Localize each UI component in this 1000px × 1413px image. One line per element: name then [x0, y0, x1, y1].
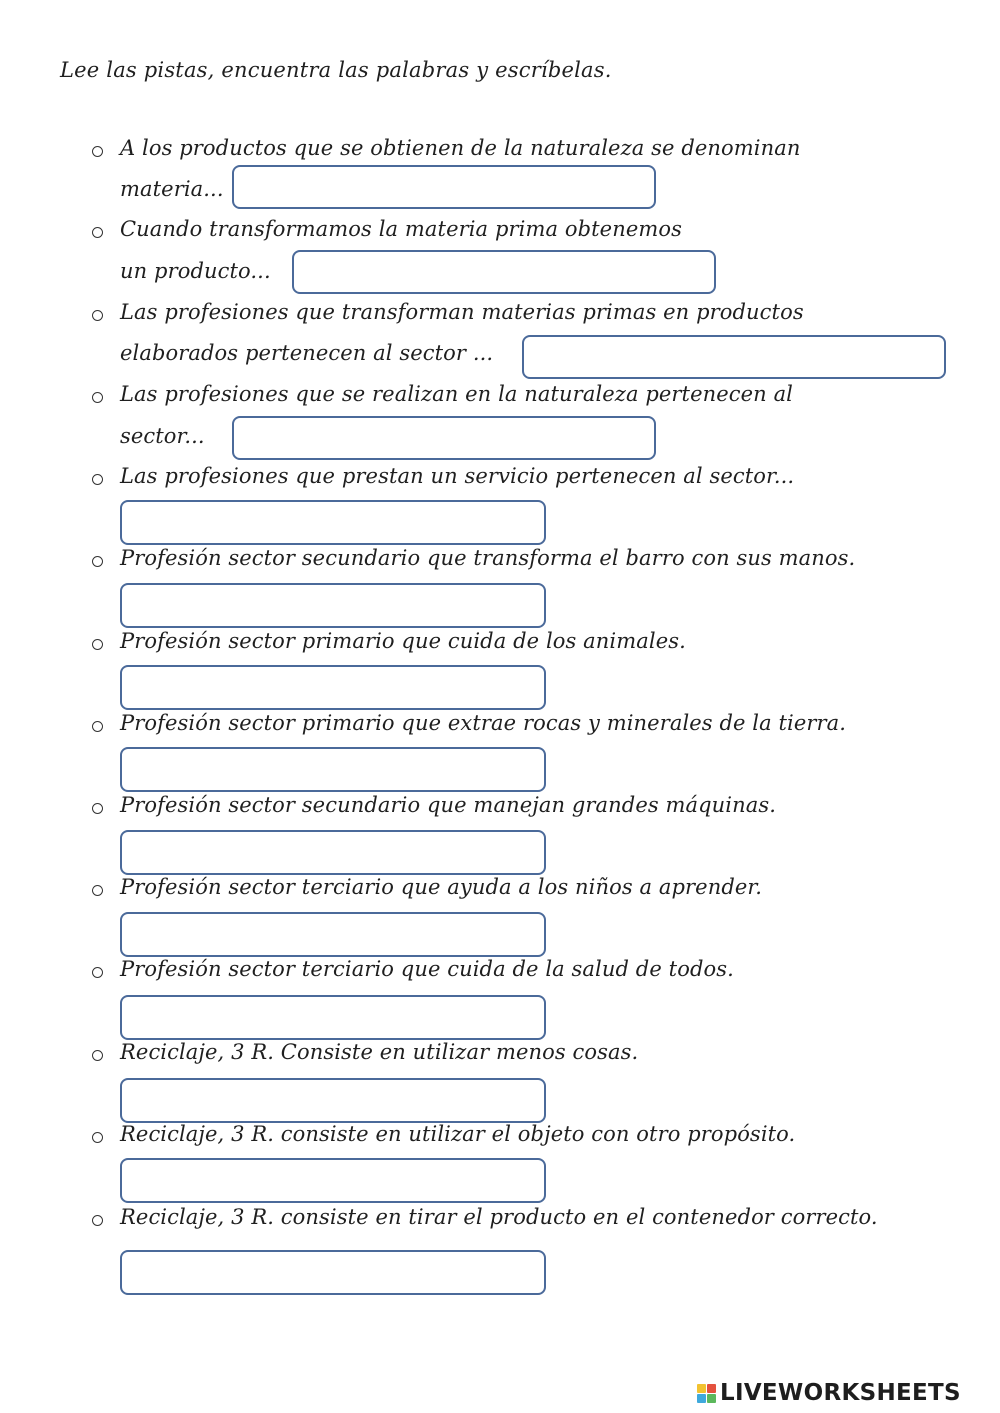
answer-6-input[interactable]	[120, 583, 546, 628]
bullet-icon	[92, 556, 103, 567]
logo-mark-icon	[697, 1384, 716, 1403]
answer-10-input[interactable]	[120, 912, 546, 957]
question-2-line-1: Cuando transformamos la materia prima obtenemos	[120, 217, 682, 241]
liveworksheets-logo	[697, 1380, 961, 1406]
bullet-icon	[92, 1132, 103, 1143]
answer-13-input[interactable]	[120, 1158, 546, 1203]
question-13-line-1: Reciclaje, 3 R. consiste en utilizar el objeto con otro propósito.	[120, 1122, 796, 1146]
question-14-line-1: Reciclaje, 3 R. consiste en tirar el producto en el contenedor correcto.	[120, 1205, 878, 1229]
bullet-icon	[92, 721, 103, 732]
bullet-icon	[92, 885, 103, 896]
answer-9-input[interactable]	[120, 830, 546, 875]
question-10-line-1: Profesión sector terciario que ayuda a los niños a aprender.	[120, 875, 762, 899]
answer-11-input[interactable]	[120, 995, 546, 1040]
answer-7-input[interactable]	[120, 665, 546, 710]
logo-square-yellow	[697, 1384, 706, 1393]
question-5-line-1: Las profesiones que prestan un servicio pertenecen al sector...	[120, 464, 795, 488]
bullet-icon	[92, 803, 103, 814]
question-2-line-2: un producto...	[120, 259, 271, 283]
question-3-line-2: elaborados pertenecen al sector ...	[120, 341, 494, 365]
question-4-line-2: sector...	[120, 424, 205, 448]
bullet-icon	[92, 474, 103, 485]
question-9-line-1: Profesión sector secundario que manejan grandes máquinas.	[120, 793, 777, 817]
question-11-line-1: Profesión sector terciario que cuida de la salud de todos.	[120, 957, 734, 981]
question-8-line-1: Profesión sector primario que extrae rocas y minerales de la tierra.	[120, 711, 847, 735]
answer-14-input[interactable]	[120, 1250, 546, 1295]
bullet-icon	[92, 1050, 103, 1061]
answer-1-input[interactable]	[232, 165, 656, 209]
logo-text: LIVEWORKSHEETS	[720, 1380, 961, 1406]
logo-square-red	[707, 1384, 716, 1393]
question-7-line-1: Profesión sector primario que cuida de los animales.	[120, 629, 686, 653]
question-1-line-2: materia...	[120, 177, 224, 201]
question-12-line-1: Reciclaje, 3 R. Consiste en utilizar menos cosas.	[120, 1040, 639, 1064]
bullet-icon	[92, 967, 103, 978]
question-3-line-1: Las profesiones que transforman materias primas en productos	[120, 300, 804, 324]
instructions-text: Lee las pistas, encuentra las palabras y escríbelas.	[60, 58, 612, 82]
answer-8-input[interactable]	[120, 747, 546, 792]
question-4-line-1: Las profesiones que se realizan en la naturaleza pertenecen al	[120, 382, 794, 406]
answer-12-input[interactable]	[120, 1078, 546, 1123]
question-6-line-1: Profesión sector secundario que transforma el barro con sus manos.	[120, 546, 856, 570]
bullet-icon	[92, 310, 103, 321]
answer-2-input[interactable]	[292, 250, 716, 294]
question-1-line-1: A los productos que se obtienen de la naturaleza se denominan	[120, 136, 801, 160]
bullet-icon	[92, 639, 103, 650]
bullet-icon	[92, 146, 103, 157]
answer-4-input[interactable]	[232, 416, 656, 460]
logo-square-green	[707, 1394, 716, 1403]
bullet-icon	[92, 392, 103, 403]
answer-3-input[interactable]	[522, 335, 946, 379]
answer-5-input[interactable]	[120, 500, 546, 545]
logo-square-blue	[697, 1394, 706, 1403]
bullet-icon	[92, 1215, 103, 1226]
bullet-icon	[92, 227, 103, 238]
